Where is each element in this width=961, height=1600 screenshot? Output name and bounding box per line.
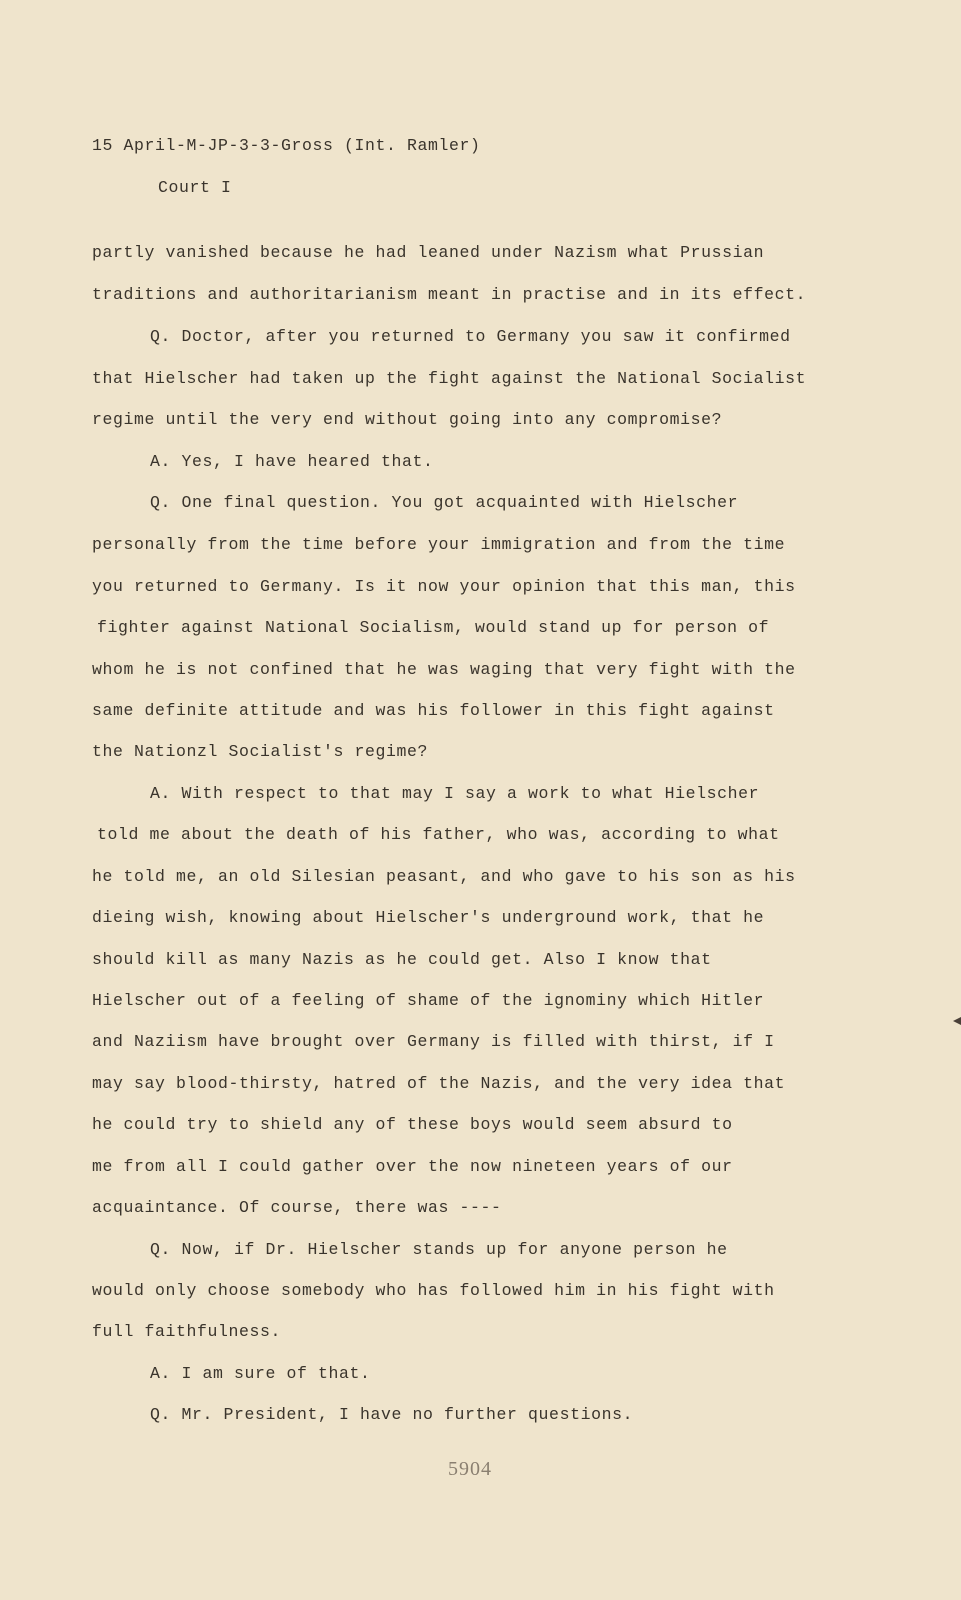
body-line: me from all I could gather over the now nineteen years of our	[92, 1157, 733, 1176]
body-line: A. Yes, I have heared that.	[150, 452, 434, 471]
body-line: Q. One final question. You got acquainted with Hielscher	[150, 493, 739, 512]
body-line: he told me, an old Silesian peasant, and who gave to his son as his	[92, 867, 796, 886]
body-line: full faithfulness.	[92, 1322, 282, 1341]
body-line: Q. Now, if Dr. Hielscher stands up for anyone person he	[150, 1240, 728, 1259]
body-line: and Naziism have brought over Germany is filled with thirst, if I	[92, 1032, 775, 1051]
header-reference: 15 April-M-JP-3-3-Gross (Int. Ramler)	[92, 136, 481, 155]
body-line: the Nationzl Socialist's regime?	[92, 742, 429, 761]
body-line: Hielscher out of a feeling of shame of the ignominy which Hitler	[92, 991, 765, 1010]
body-line: A. I am sure of that.	[150, 1364, 371, 1383]
body-line: regime until the very end without going into any compromise?	[92, 410, 723, 429]
body-line: same definite attitude and was his follower in this fight against	[92, 701, 775, 720]
page-number: 5904	[448, 1458, 492, 1480]
body-line: acquaintance. Of course, there was ----	[92, 1198, 502, 1217]
body-line: told me about the death of his father, who was, according to what	[97, 825, 780, 844]
body-line: traditions and authoritarianism meant in practise and in its effect.	[92, 285, 807, 304]
body-line: would only choose somebody who has followed him in his fight with	[92, 1281, 775, 1300]
body-line: Q. Doctor, after you returned to Germany you saw it confirmed	[150, 327, 791, 346]
body-line: personally from the time before your immigration and from the time	[92, 535, 786, 554]
body-line: whom he is not confined that he was waging that very fight with the	[92, 660, 796, 679]
body-line: you returned to Germany. Is it now your opinion that this man, this	[92, 577, 796, 596]
body-line: may say blood-thirsty, hatred of the Nazis, and the very idea that	[92, 1074, 786, 1093]
edge-tab-mark	[953, 1017, 961, 1025]
body-line: partly vanished because he had leaned under Nazism what Prussian	[92, 243, 765, 262]
body-line: should kill as many Nazis as he could get. Also I know that	[92, 950, 712, 969]
body-line: fighter against National Socialism, would stand up for person of	[97, 618, 770, 637]
body-line: that Hielscher had taken up the fight against the National Socialist	[92, 369, 807, 388]
body-line: dieing wish, knowing about Hielscher's underground work, that he	[92, 908, 765, 927]
body-line: A. With respect to that may I say a work to what Hielscher	[150, 784, 760, 803]
court-label: Court I	[158, 178, 232, 197]
body-line: he could try to shield any of these boys would seem absurd to	[92, 1115, 733, 1134]
body-line: Q. Mr. President, I have no further questions.	[150, 1405, 634, 1424]
